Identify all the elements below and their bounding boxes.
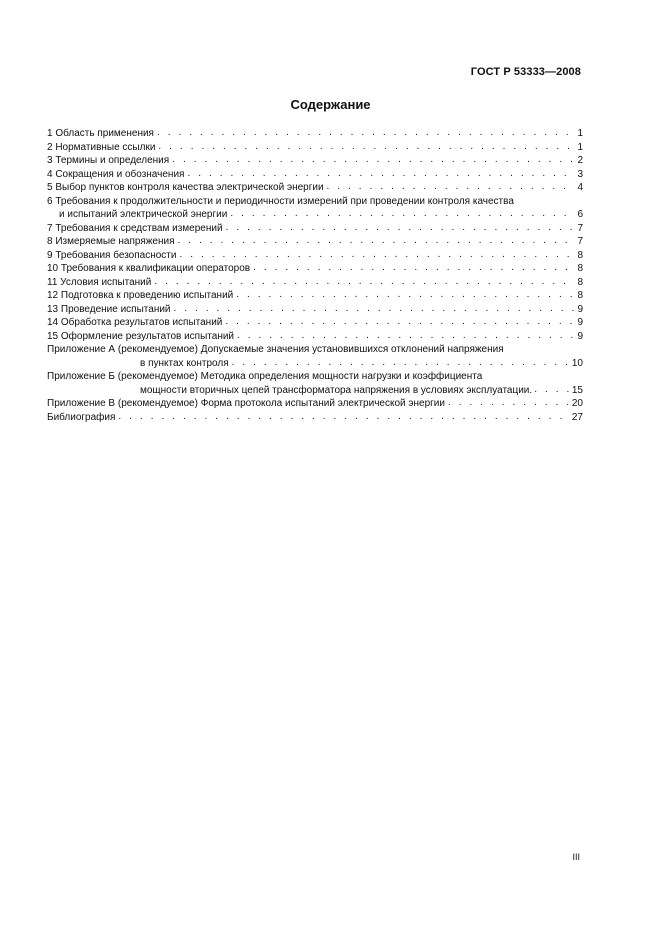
dot-leader: [236, 288, 574, 302]
toc-entry[interactable]: [47, 235, 583, 249]
toc-entry[interactable]: [47, 127, 583, 141]
toc-entry-label: 1 Область применения: [47, 128, 154, 139]
toc-entry[interactable]: [47, 343, 583, 357]
toc-entry-page: 20: [571, 398, 583, 409]
dot-leader: [179, 248, 574, 262]
toc-entry-page: 10: [571, 357, 583, 369]
dot-leader: [118, 410, 568, 424]
toc-entry-page: 4: [577, 182, 583, 193]
toc-entry-page: 3: [577, 168, 583, 180]
toc-entry-label: Приложение А (рекомендуемое) Допускаемые значения установившихся отклонений напряжения: [47, 344, 504, 355]
toc-entry-label: 12 Подготовка к проведению испытаний: [47, 290, 234, 301]
toc-entry-label: 2 Нормативные ссылки: [47, 141, 156, 153]
toc-entry[interactable]: [47, 181, 583, 195]
toc-entry-page: 15: [571, 384, 583, 396]
page-number: III: [572, 852, 580, 862]
dot-leader: [158, 140, 574, 154]
toc-entry[interactable]: [47, 411, 583, 425]
toc-entry-page: 8: [577, 249, 583, 261]
toc-entry[interactable]: [47, 316, 583, 330]
toc-entry-label: 3 Термины и определения: [47, 155, 170, 166]
toc-entry-label: 11 Условия испытаний: [47, 276, 152, 288]
toc-entry-label: 9 Требования безопасности: [47, 249, 177, 261]
dot-leader: [448, 396, 569, 410]
dot-leader: [174, 302, 574, 316]
toc-entry-label: Приложение Б (рекомендуемое) Методика определения мощности нагрузки и коэффициента: [47, 371, 483, 382]
dot-leader: [154, 275, 574, 289]
toc-entry-page: 9: [577, 303, 583, 315]
toc-entry-page: 8: [577, 263, 583, 274]
toc-entry-page: 7: [577, 222, 583, 234]
dot-leader: [226, 221, 574, 235]
toc-entry[interactable]: [47, 154, 583, 168]
toc-entry[interactable]: [47, 141, 583, 155]
toc-entry-label: 7 Требования к средствам измерений: [47, 222, 223, 234]
toc-entry-page: 27: [571, 411, 583, 423]
toc-entry-label: и испытаний электрической энергии: [59, 209, 228, 220]
toc-entry-label: Библиография: [47, 411, 116, 423]
toc-entry-label: 14 Обработка результатов испытаний: [47, 317, 223, 328]
dot-leader: [237, 329, 574, 343]
toc-entry-continuation[interactable]: [47, 357, 583, 371]
toc-entry-continuation[interactable]: [47, 208, 583, 222]
toc-entry-label: Приложение В (рекомендуемое) Форма протокола испытаний электрической энергии: [47, 398, 445, 409]
toc-entry[interactable]: [47, 249, 583, 263]
toc-entry-page: 9: [577, 317, 583, 328]
toc-entry-page: 7: [577, 236, 583, 247]
toc-entry-label: 4 Сокращения и обозначения: [47, 168, 185, 180]
toc-entry[interactable]: [47, 370, 583, 384]
toc-entry[interactable]: [47, 222, 583, 236]
toc-entry-continuation[interactable]: [47, 384, 583, 398]
toc-entry[interactable]: [47, 397, 583, 411]
dot-leader: [232, 356, 569, 370]
dot-leader: [187, 167, 574, 181]
standard-code: ГОСТ Р 53333—2008: [470, 66, 581, 78]
toc-entry-label: мощности вторичных цепей трансформатора напряжения в условиях эксплуатации.: [140, 384, 533, 396]
dot-leader: [225, 315, 574, 329]
toc-entry-page: 6: [577, 209, 583, 220]
toc-entry-label: 10 Требования к квалификации операторов: [47, 263, 251, 274]
toc-entry[interactable]: [47, 330, 583, 344]
toc-entry-label: 15 Оформление результатов испытаний: [47, 330, 235, 342]
table-of-contents: [47, 127, 583, 424]
toc-entry[interactable]: [47, 303, 583, 317]
toc-entry[interactable]: [47, 168, 583, 182]
dot-leader: [178, 234, 574, 248]
dot-leader: [253, 261, 574, 275]
toc-entry[interactable]: [47, 262, 583, 276]
toc-entry[interactable]: [47, 276, 583, 290]
toc-entry-page: 8: [577, 290, 583, 301]
toc-entry[interactable]: [47, 289, 583, 303]
dot-leader: [172, 153, 574, 167]
toc-entry-page: 2: [577, 155, 583, 166]
dot-leader: [230, 207, 574, 221]
toc-entry-page: 1: [577, 128, 583, 139]
toc-entry-label: 8 Измеряемые напряжения: [47, 236, 175, 247]
toc-entry-page: 1: [577, 141, 583, 153]
toc-entry[interactable]: [47, 195, 583, 209]
dot-leader: [157, 126, 574, 140]
toc-entry-label: 5 Выбор пунктов контроля качества электрической энергии: [47, 182, 324, 193]
toc-entry-label: 6 Требования к продолжительности и периодичности измерений при проведении контроля качества: [47, 195, 514, 207]
toc-entry-page: 9: [577, 330, 583, 342]
toc-entry-label: 13 Проведение испытаний: [47, 303, 171, 315]
toc-entry-label: в пунктах контроля: [140, 357, 229, 369]
toc-entry-page: 8: [577, 276, 583, 288]
page-title: Содержание: [290, 97, 371, 112]
dot-leader: [534, 383, 570, 397]
dot-leader: [327, 180, 574, 194]
